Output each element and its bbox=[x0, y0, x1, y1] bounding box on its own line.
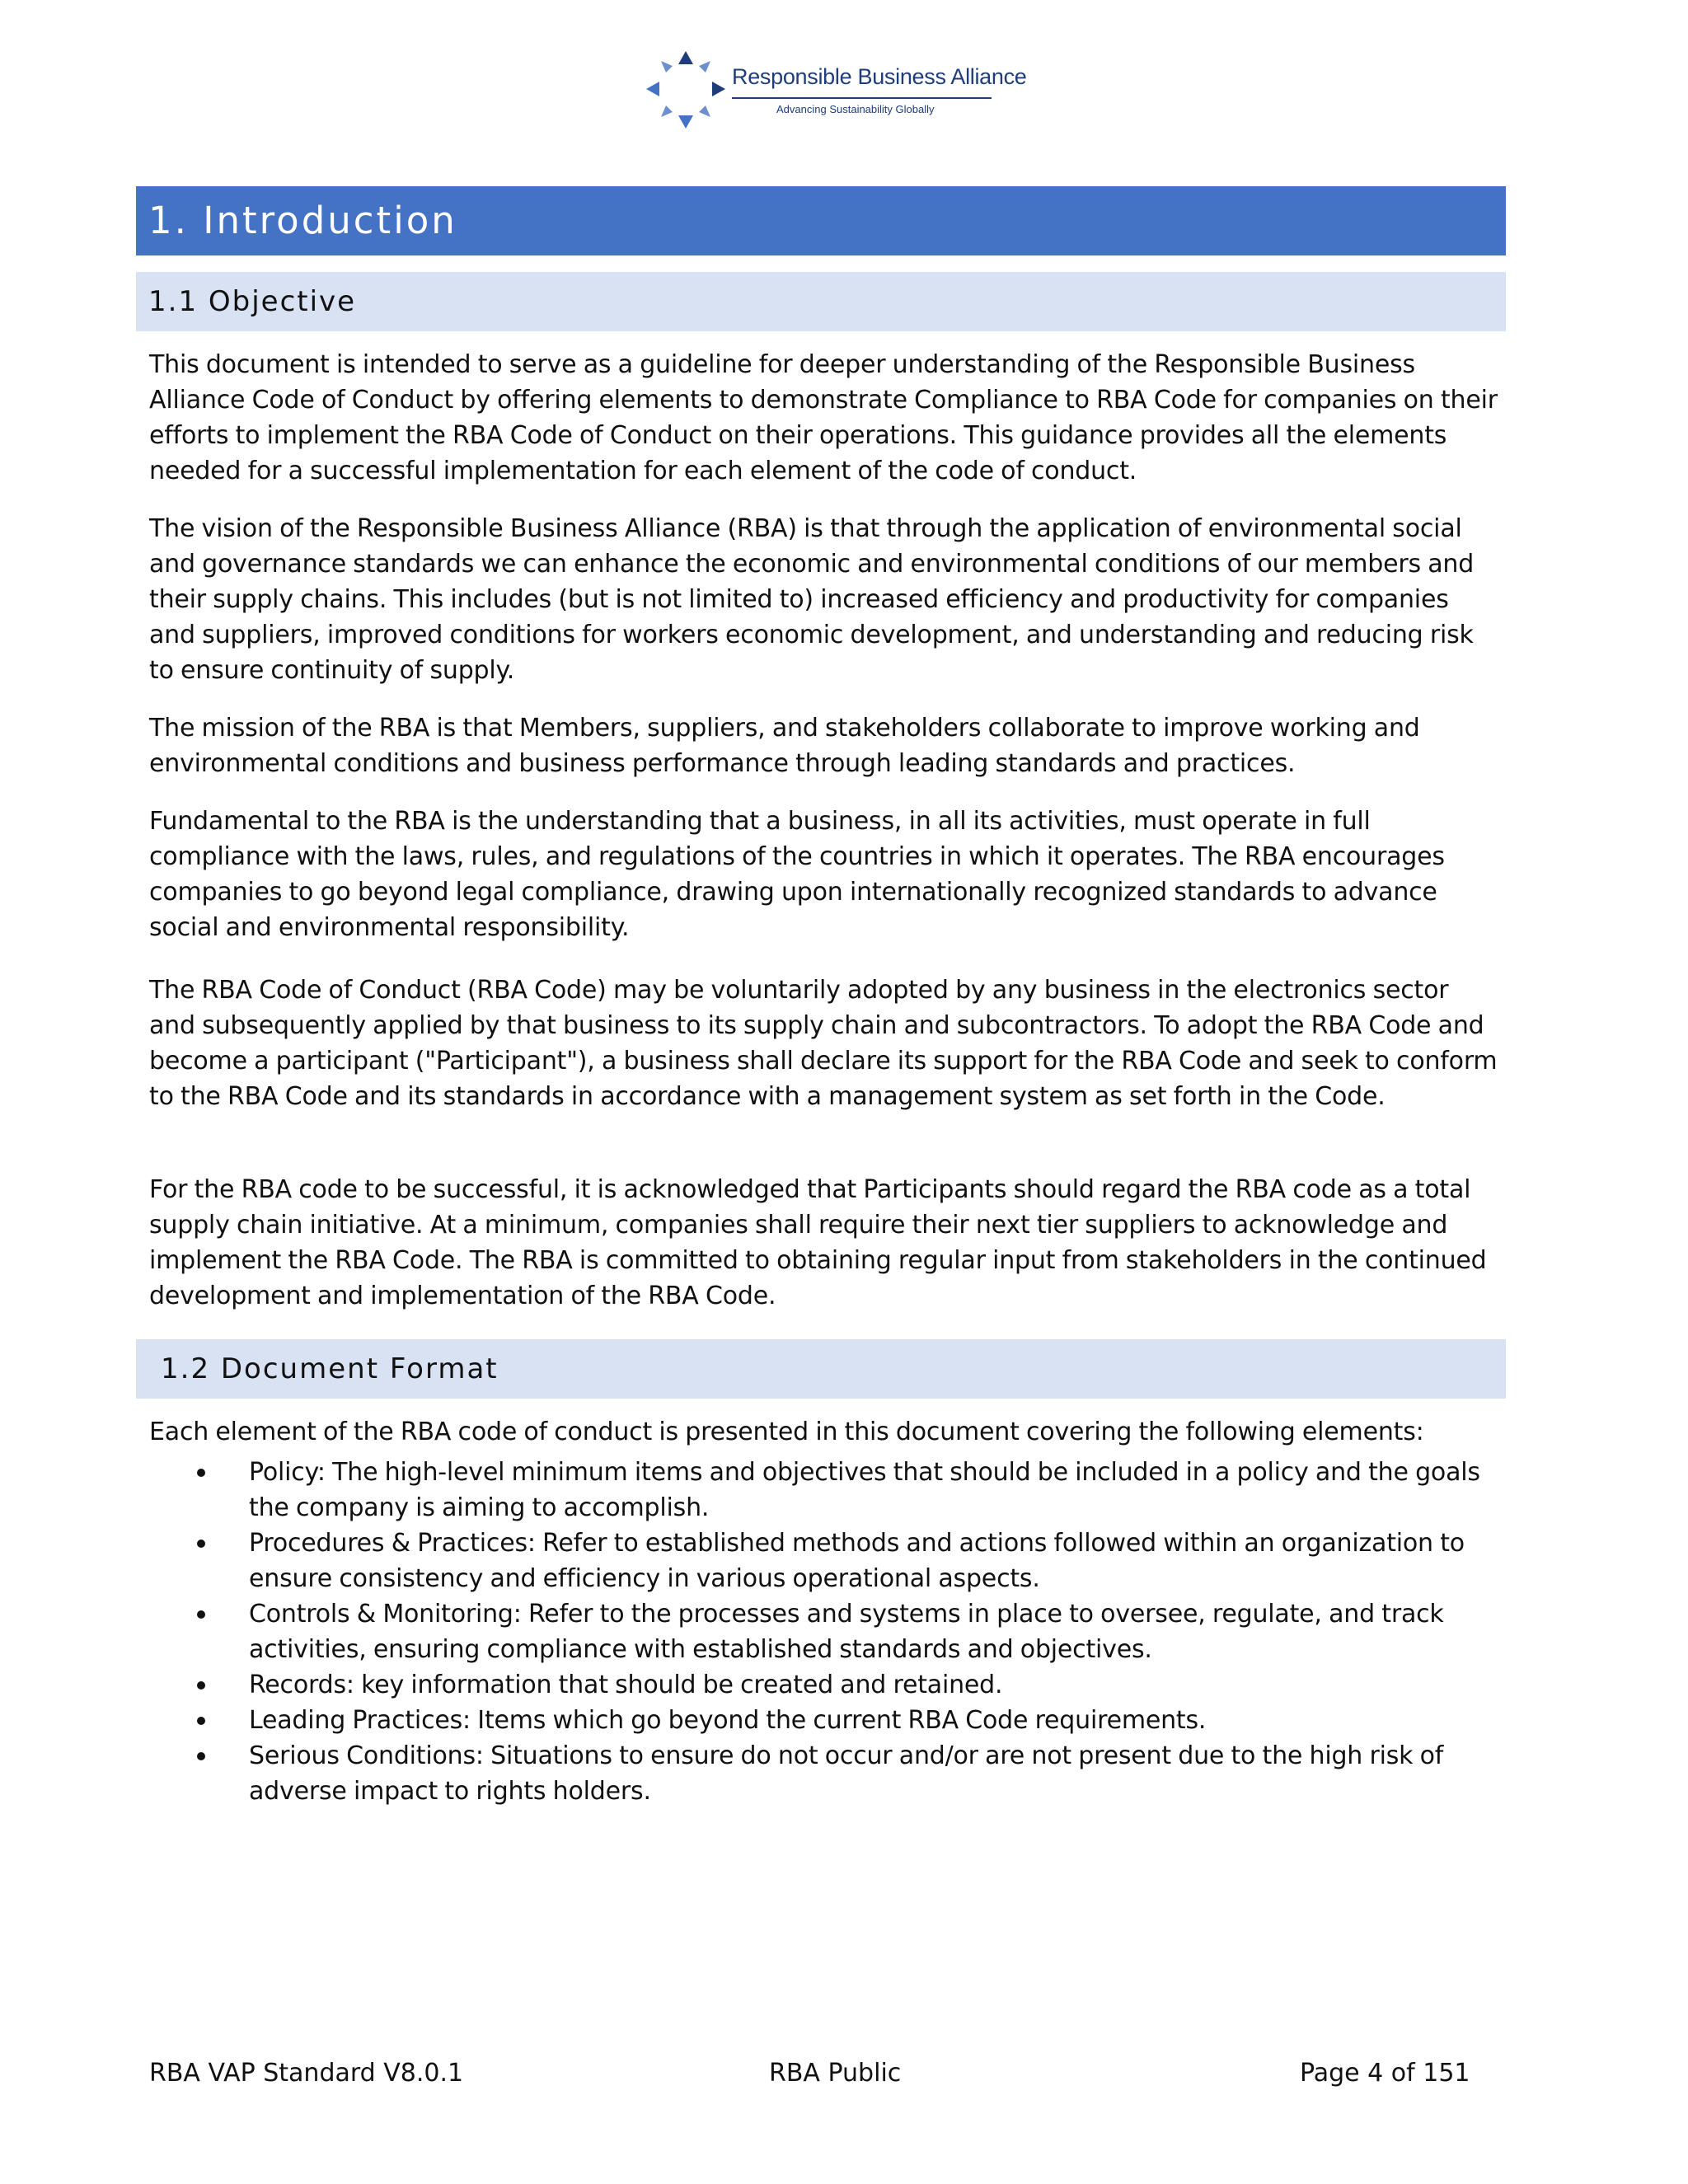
list-item bbox=[149, 1526, 1501, 1596]
list-item-text: Procedures & Practices: Refer to established methods and actions followed within an organization to ensure consistency and efficiency in various operational aspects. bbox=[249, 1529, 1465, 1593]
list-item-text: Controls & Monitoring: Refer to the processes and systems in place to oversee, regulate, and track activities, ensuring compliance with established standards and objectives. bbox=[249, 1600, 1444, 1664]
bullet-dot bbox=[197, 1717, 205, 1725]
bullet-dot bbox=[197, 1469, 205, 1477]
paragraph-supply-chain: For the RBA code to be successful, it is acknowledged that Participants should regard the RBA code as a total supply chain initiative. At a minimum, companies shall require their next tier suppliers to acknowledge and implement the RBA Code. The RBA is committed to obtaining regular input from stakeholders in the continued development and implementation of the RBA Code. bbox=[149, 1175, 1487, 1310]
format-element-list bbox=[149, 1455, 1501, 1809]
logo-tagline: Advancing Sustainability Globally bbox=[776, 103, 935, 115]
list-item bbox=[149, 1738, 1501, 1809]
list-item bbox=[149, 1667, 1501, 1703]
list-item-text: Policy: The high-level minimum items and objectives that should be included in a policy and the goals the company is aiming to accomplish. bbox=[249, 1458, 1480, 1522]
footer-document-version: RBA VAP Standard V8.0.1 bbox=[149, 2059, 464, 2088]
list-item bbox=[149, 1455, 1501, 1526]
paragraph-format-intro: Each element of the RBA code of conduct is presented in this document covering the following elements: bbox=[149, 1418, 1424, 1446]
bullet-dot bbox=[197, 1752, 205, 1760]
list-item-text: Leading Practices: Items which go beyond the current RBA Code requirements. bbox=[249, 1706, 1207, 1735]
logo-title: Responsible Business Alliance bbox=[732, 64, 1027, 89]
footer-page-number: Page 4 of 151 bbox=[1300, 2059, 1470, 2088]
paragraph-fundamental: Fundamental to the RBA is the understanding that a business, in all its activities, must operate in full compliance with the laws, rules, and regulations of the countries in which it operates. The RBA encourages companies to go beyond legal compliance, drawing upon internationally recognized standards to advance social and environmental responsibility. bbox=[149, 807, 1445, 942]
paragraph-vision: The vision of the Responsible Business Alliance (RBA) is that through the application of environmental social and governance standards we can enhance the economic and environmental conditions of our members and their supply chains. This includes (but is not limited to) increased efficiency and productivity for companies and suppliers, improved conditions for workers economic development, and understanding and reducing risk to ensure continuity of supply. bbox=[149, 514, 1475, 685]
compass-arrows-icon bbox=[643, 48, 729, 134]
list-item-text: Serious Conditions: Situations to ensure do not occur and/or are not present due to the high risk of adverse impact to rights holders. bbox=[249, 1741, 1444, 1806]
paragraph-mission: The mission of the RBA is that Members, suppliers, and stakeholders collaborate to improve working and environmental conditions and business performance through leading standards and practices. bbox=[149, 714, 1420, 778]
bullet-dot bbox=[197, 1610, 205, 1619]
bullet-dot bbox=[197, 1540, 205, 1548]
footer-classification: RBA Public bbox=[769, 2059, 902, 2088]
paragraph-code-adoption: The RBA Code of Conduct (RBA Code) may be voluntarily adopted by any business in the electronics sector and subsequently applied by that business to its supply chain and subcontractors. To adopt the RBA Code and become a participant ("Participant"), a business shall declare its support for the RBA Code and seek to conform to the RBA Code and its standards in accordance with a management system as set forth in the Code. bbox=[149, 976, 1498, 1111]
logo-divider bbox=[732, 97, 992, 99]
heading-document-format: 1.2 Document Format bbox=[136, 1339, 1506, 1399]
heading-objective: 1.1 Objective bbox=[136, 272, 1506, 331]
list-item-text: Records: key information that should be created and retained. bbox=[249, 1671, 1003, 1699]
bullet-dot bbox=[197, 1681, 205, 1690]
rba-logo bbox=[643, 48, 1027, 134]
list-item bbox=[149, 1596, 1501, 1667]
heading-introduction: 1. Introduction bbox=[136, 186, 1506, 255]
paragraph-purpose: This document is intended to serve as a guideline for deeper understanding of the Responsible Business Alliance Code of Conduct by offering elements to demonstrate Compliance to RBA Code for companies on their efforts to implement the RBA Code of Conduct on their operations. This guidance provides all the elements needed for a successful implementation for each element of the code of conduct. bbox=[149, 350, 1498, 485]
list-item bbox=[149, 1703, 1501, 1738]
